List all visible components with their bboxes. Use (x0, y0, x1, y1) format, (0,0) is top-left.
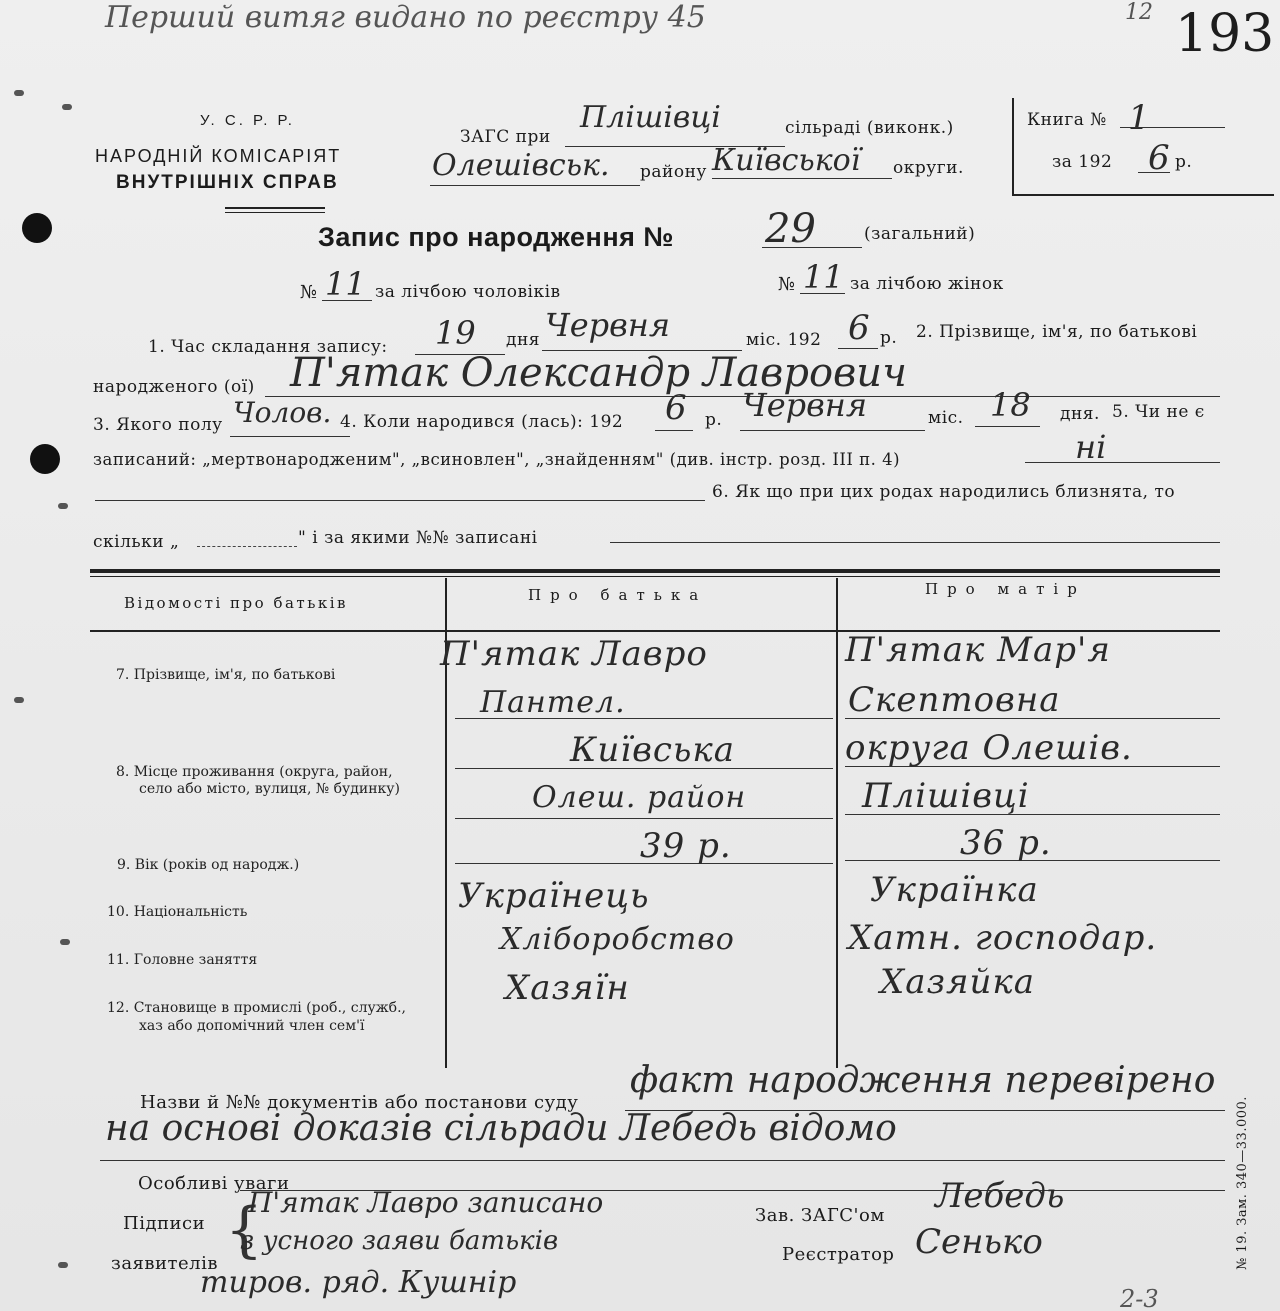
zags-suffix: сільраді (виконк.) (785, 118, 954, 138)
book-year-digit: 6 (1148, 138, 1170, 178)
head-signature: Лебедь (935, 1176, 1065, 1216)
table-top-rule-thin (90, 576, 1220, 577)
table-col-divider (836, 578, 838, 1068)
book-year-suffix: р. (1175, 152, 1193, 172)
okruha-label: округи. (893, 158, 964, 178)
women-label: за лічбою жінок (850, 274, 1004, 294)
row8-label2: село або місто, вулиця, № будинку) (139, 781, 401, 797)
father-residence2: Олеш. район (532, 780, 747, 815)
field6-label2-b: " і за якими №№ записані (298, 528, 538, 548)
district-label: району (640, 162, 707, 182)
binder-nick (62, 104, 72, 110)
ussr-label: У. С. Р. Р. (200, 112, 295, 129)
zags-prefix: ЗАГС при (460, 127, 551, 147)
sheet-number: 193 (1175, 4, 1275, 64)
father-nationality: Українець (458, 876, 650, 916)
notes-label: Особливі уваги (138, 1173, 290, 1194)
col-father-header: Про батька (528, 586, 708, 604)
field4-label: 4. Коли народився (лась): 192 (340, 412, 624, 432)
field4-mis: міс. (928, 408, 964, 428)
table-top-rule (90, 569, 1220, 573)
mother-patronymic: Скептовна (848, 680, 1061, 720)
binder-nick (58, 503, 68, 509)
applicant-signature-1: П'ятак Лавро записано (248, 1186, 604, 1219)
field6-label: 6. Як що при цих родах народились близнята, то (712, 482, 1176, 502)
father-occupation: Хліборобство (500, 922, 735, 957)
field4-day: 18 (990, 386, 1031, 424)
field2-label2: народженого (ої) (93, 377, 255, 397)
father-patronymic: Пантел. (480, 685, 626, 720)
mother-nationality: Українка (870, 870, 1039, 910)
print-order-margin: № 19. Зам. 340—33.000. (1235, 1096, 1250, 1270)
row8-label: 8. Місце проживання (округа, район, (116, 764, 393, 780)
record-number-suffix: (загальний) (864, 224, 976, 244)
father-status: Хазяїн (505, 968, 630, 1008)
binder-nick (14, 697, 24, 703)
signatures-label: Підписи (123, 1213, 206, 1234)
father-age: 39 р. (640, 826, 732, 866)
punch-hole (30, 444, 60, 474)
row12-label2: хаз або допомічний член сем'ї (139, 1018, 365, 1034)
field1-day-word: дня (506, 330, 541, 350)
field4-year: 6 (665, 388, 687, 428)
mother-residence2: Плішівці (862, 776, 1030, 816)
registrar-signature: Сенько (915, 1222, 1043, 1262)
mother-status: Хазяйка (880, 962, 1036, 1002)
women-prefix: № (778, 274, 796, 295)
brace: { (225, 1195, 264, 1265)
punch-hole (22, 213, 52, 243)
header-divider (225, 212, 325, 213)
book-label: Книга № (1027, 110, 1107, 130)
field3-label: 3. Якого полу (93, 415, 223, 435)
men-label: за лічбою чоловіків (375, 282, 561, 302)
field1-day: 19 (435, 314, 476, 352)
field1-month-label: міс. 192 (746, 330, 822, 350)
father-name: П'ятак Лавро (440, 634, 708, 674)
registrar-label: Реєстратор (782, 1244, 895, 1265)
zags-place: Плішівці (580, 100, 721, 135)
field1-month: Червня (545, 306, 671, 344)
commissariat-line2: ВНУТРІШНІХ СПРАВ (116, 172, 339, 193)
district-value: Олешівськ. (432, 148, 610, 183)
record-number: 29 (765, 206, 816, 252)
docs-label: Назви й №№ документів або постанови суду (140, 1092, 579, 1113)
commissariat-line1: НАРОДНІЙ КОМІСАРІЯТ (95, 146, 342, 166)
book-year-prefix: за 192 (1052, 152, 1113, 172)
field6-label2-a: скільки „ (93, 532, 180, 552)
head-label: Зав. ЗАГС'ом (755, 1205, 885, 1226)
field4-r: р. (705, 410, 723, 430)
field5-label2: записаний: „мертвонародженим", „всиновлен", „знайденням" (див. інстр. розд. III п. 4) (93, 450, 901, 469)
row11-label: 11. Головне заняття (107, 952, 258, 968)
row9-label: 9. Вік (років од народж.) (117, 857, 300, 873)
father-residence: Київська (570, 730, 736, 770)
field5-label: 5. Чи не є (1112, 402, 1205, 422)
mother-residence: округа Олешів. (845, 728, 1133, 768)
book-number: 1 (1128, 98, 1150, 138)
mother-name: П'ятак Мар'я (845, 630, 1111, 670)
field5-value: ні (1075, 428, 1107, 466)
field2-label: 2. Прізвище, ім'я, по батькові (916, 322, 1198, 342)
field2-value: П'ятак Олександр Лаврович (290, 350, 907, 396)
field4-month: Червня (742, 386, 868, 424)
header-divider (225, 207, 325, 209)
field1-label: 1. Час складання запису: (148, 337, 388, 357)
field1-year: 6 (848, 308, 870, 348)
applicants-label: заявителів (111, 1253, 218, 1274)
row10-label: 10. Національність (107, 904, 248, 920)
mother-age: 36 р. (960, 823, 1052, 863)
men-number: 11 (325, 265, 366, 303)
women-number: 11 (803, 258, 844, 296)
applicant-signature-3: тиров. ряд. Кушнір (200, 1265, 517, 1300)
field1-year-suffix: р. (880, 328, 898, 348)
col-info-header: Відомості про батьків (124, 594, 349, 612)
applicant-signature-2: з усного заяви батьків (240, 1226, 559, 1256)
field4-day-label: дня. (1060, 404, 1100, 424)
corner-mark: 12 (1125, 0, 1153, 25)
docs-value2: на основі доказів сільради Лебедь відомо (105, 1108, 897, 1149)
binder-nick (58, 1262, 68, 1268)
col-mother-header: Про матір (925, 580, 1086, 598)
row12-label: 12. Становище в промислі (роб., служб., (107, 1000, 406, 1016)
binder-nick (14, 90, 24, 96)
mother-occupation: Хатн. господар. (848, 918, 1158, 958)
row7-label: 7. Прізвище, ім'я, по батькові (116, 667, 336, 683)
men-prefix: № (300, 282, 318, 303)
okruha-value: Київської (712, 143, 861, 178)
bottom-mark: 2-3 (1120, 1285, 1159, 1311)
field3-value: Чолов. (233, 396, 332, 429)
binder-nick (60, 939, 70, 945)
top-annotation: Перший витяг видано по реєстру 45 (105, 0, 706, 35)
record-title: Запис про народження № (318, 222, 675, 252)
docs-value: факт народження перевірено (630, 1060, 1216, 1101)
